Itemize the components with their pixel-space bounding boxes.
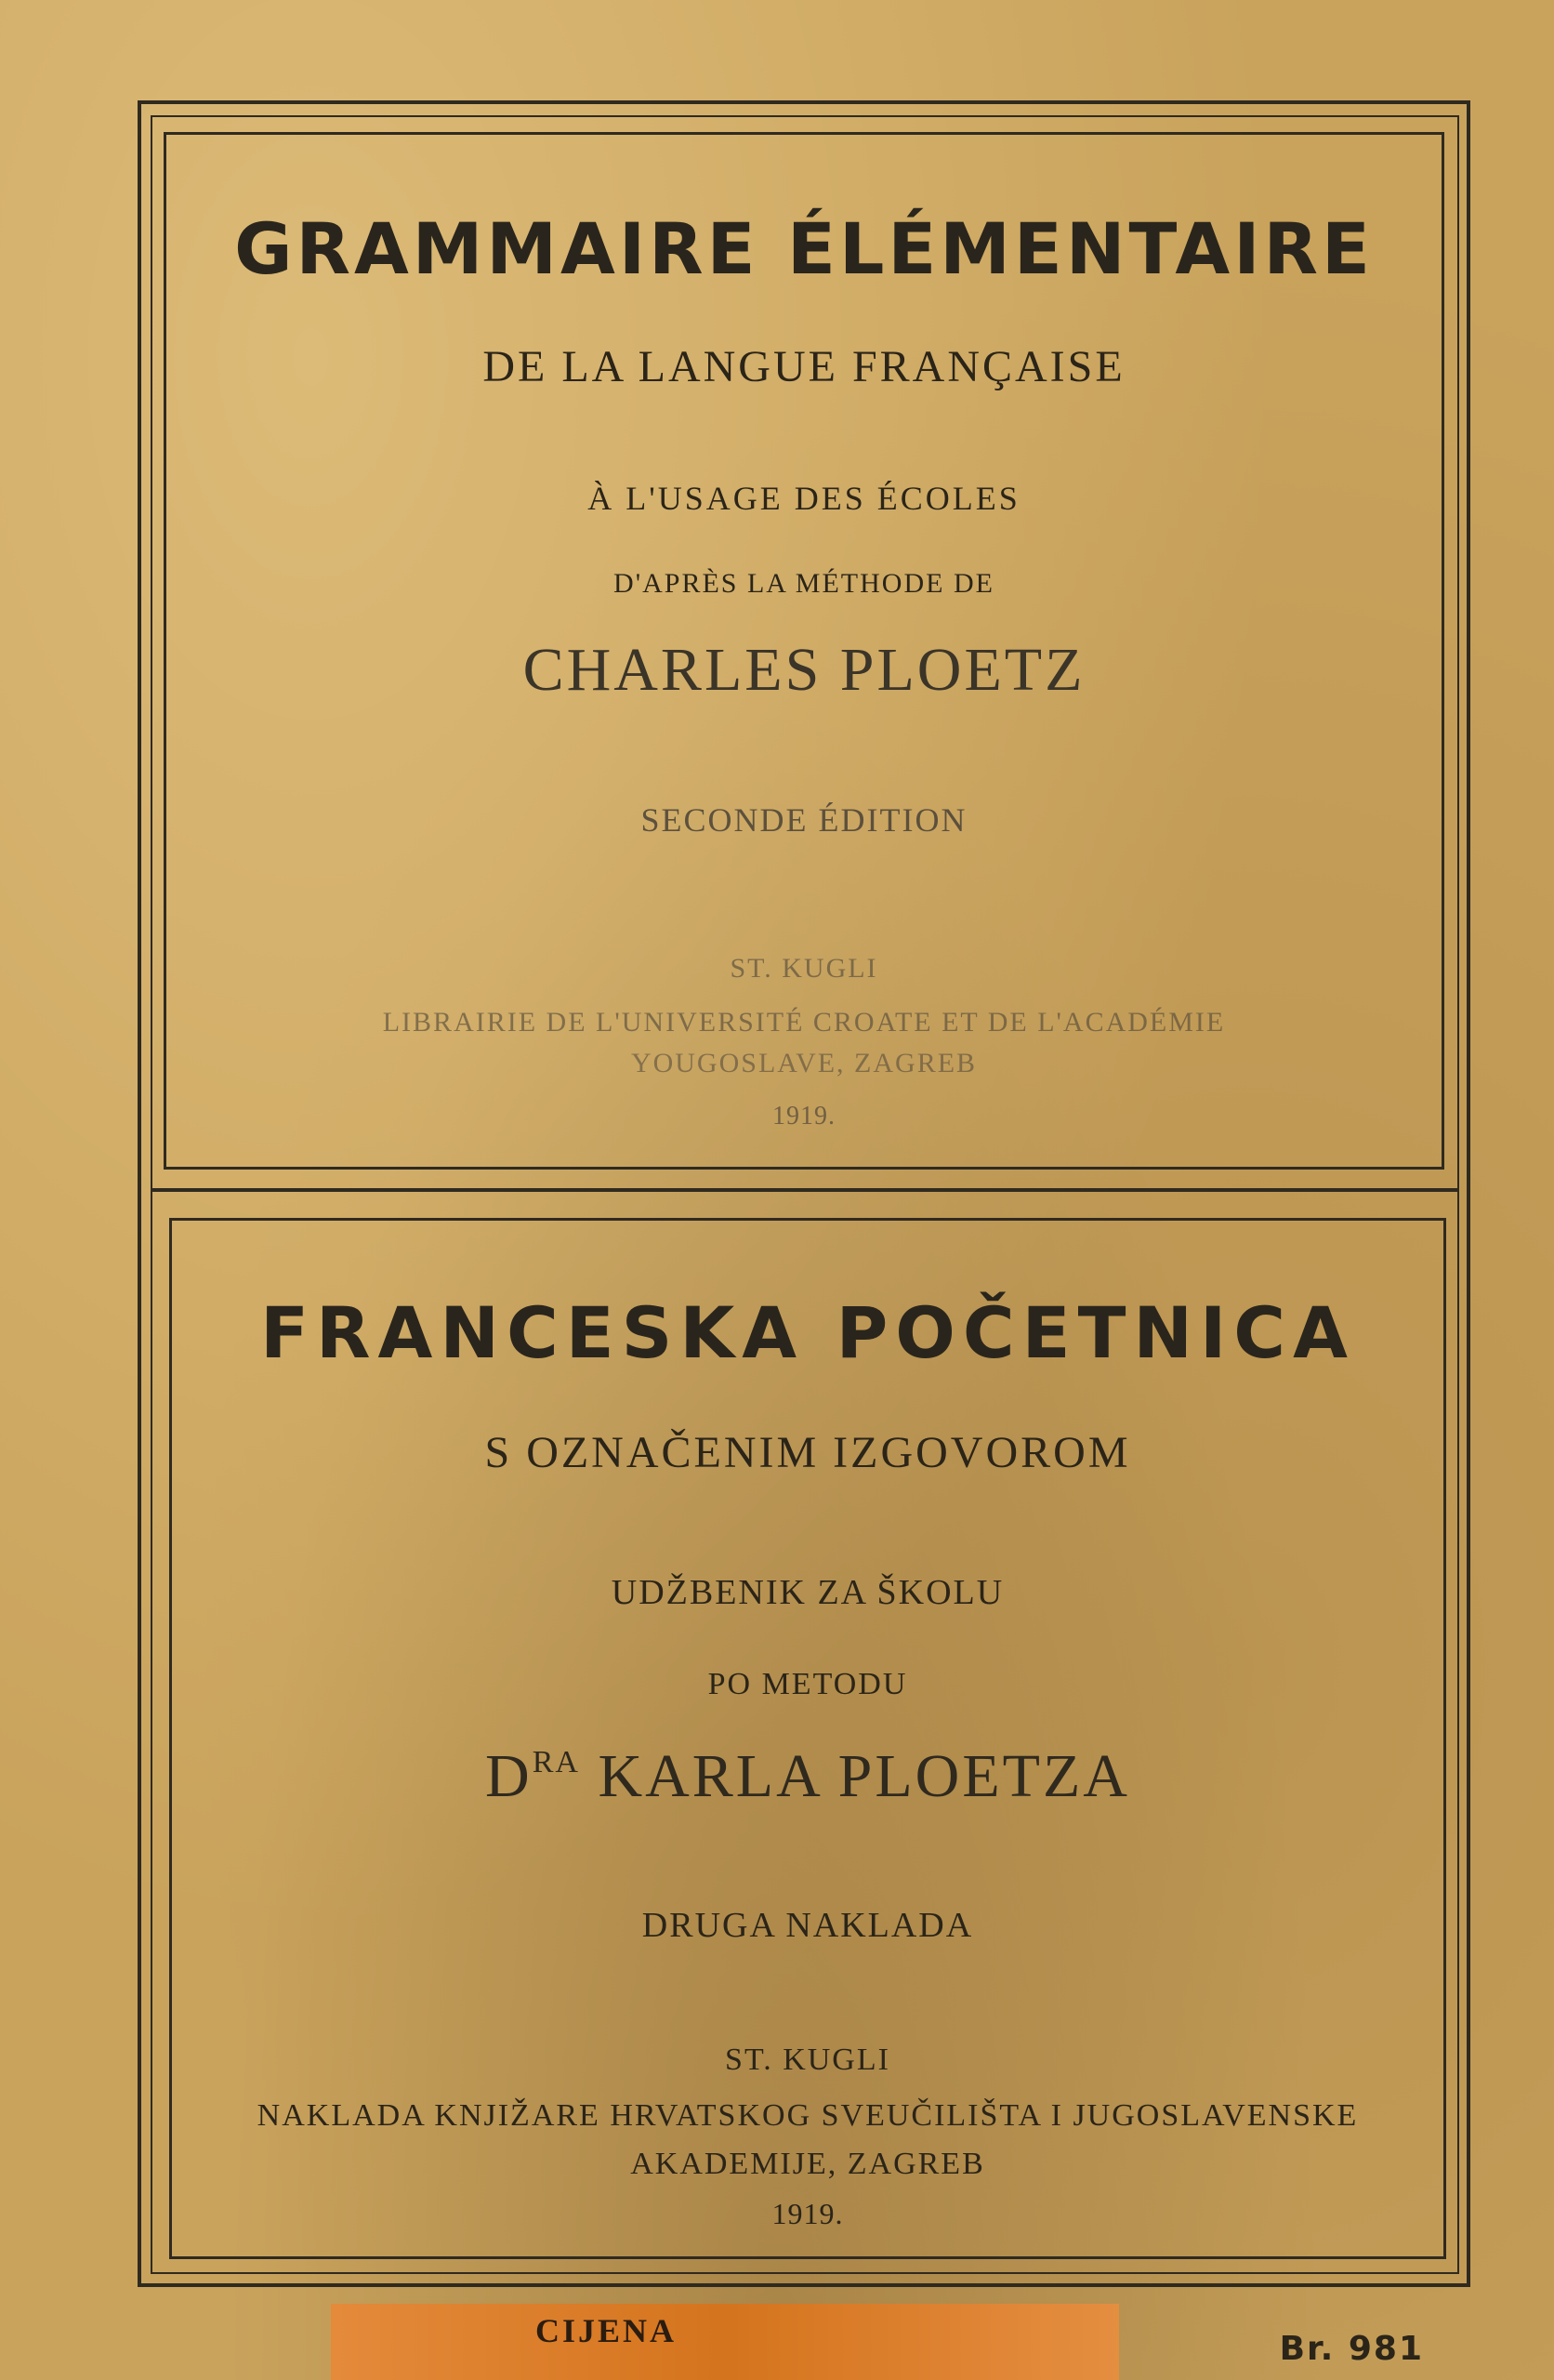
author-prefix: D <box>485 1742 533 1810</box>
croatian-method-line: PO METODU <box>707 1667 908 1701</box>
croatian-main-title: FRANCESKA POČETNICA <box>260 1291 1355 1374</box>
catalog-number: Br. 981 <box>1279 2330 1424 2368</box>
french-main-title: GRAMMAIRE ÉLÉMENTAIRE <box>234 207 1374 290</box>
croatian-edition: DRUGA NAKLADA <box>641 1906 974 1945</box>
croatian-subtitle: S OZNAČENIM IZGOVOROM <box>484 1428 1131 1477</box>
french-author: CHARLES PLOETZ <box>522 636 1086 704</box>
french-usage-line: À L'USAGE DES ÉCOLES <box>587 480 1021 517</box>
croatian-publisher: ST. KUGLI <box>725 2043 890 2077</box>
french-title-panel <box>164 132 1444 1170</box>
croatian-publisher-line2: NAKLADA KNJIŽARE HRVATSKOG SVEUČILIŠTA I JUGOSLAVENSKE <box>257 2098 1359 2133</box>
price-sticker <box>331 2304 1119 2380</box>
croatian-title-panel <box>169 1218 1446 2259</box>
price-sticker-label: CIJENA <box>535 2312 678 2349</box>
french-year: 1919. <box>772 1102 836 1130</box>
french-method-line: D'APRÈS LA MÉTHODE DE <box>613 568 994 599</box>
french-publisher-line2: LIBRAIRIE DE L'UNIVERSITÉ CROATE ET DE L'ACADÉMIE <box>382 1007 1226 1038</box>
french-publisher: ST. KUGLI <box>730 953 878 984</box>
author-name: KARLA PLOETZA <box>598 1742 1130 1810</box>
panel-divider <box>151 1188 1459 1192</box>
croatian-year: 1919. <box>771 2197 844 2230</box>
french-subtitle: DE LA LANGUE FRANÇAISE <box>482 342 1126 391</box>
croatian-usage-line: UDŽBENIK ZA ŠKOLU <box>611 1573 1005 1612</box>
croatian-publisher-line3: AKADEMIJE, ZAGREB <box>630 2147 985 2181</box>
french-publisher-line3: YOUGOSLAVE, ZAGREB <box>630 1048 978 1078</box>
french-edition: SECONDE ÉDITION <box>640 801 968 839</box>
author-prefix-superscript: RA <box>532 1745 580 1779</box>
croatian-author <box>172 1741 1443 1812</box>
